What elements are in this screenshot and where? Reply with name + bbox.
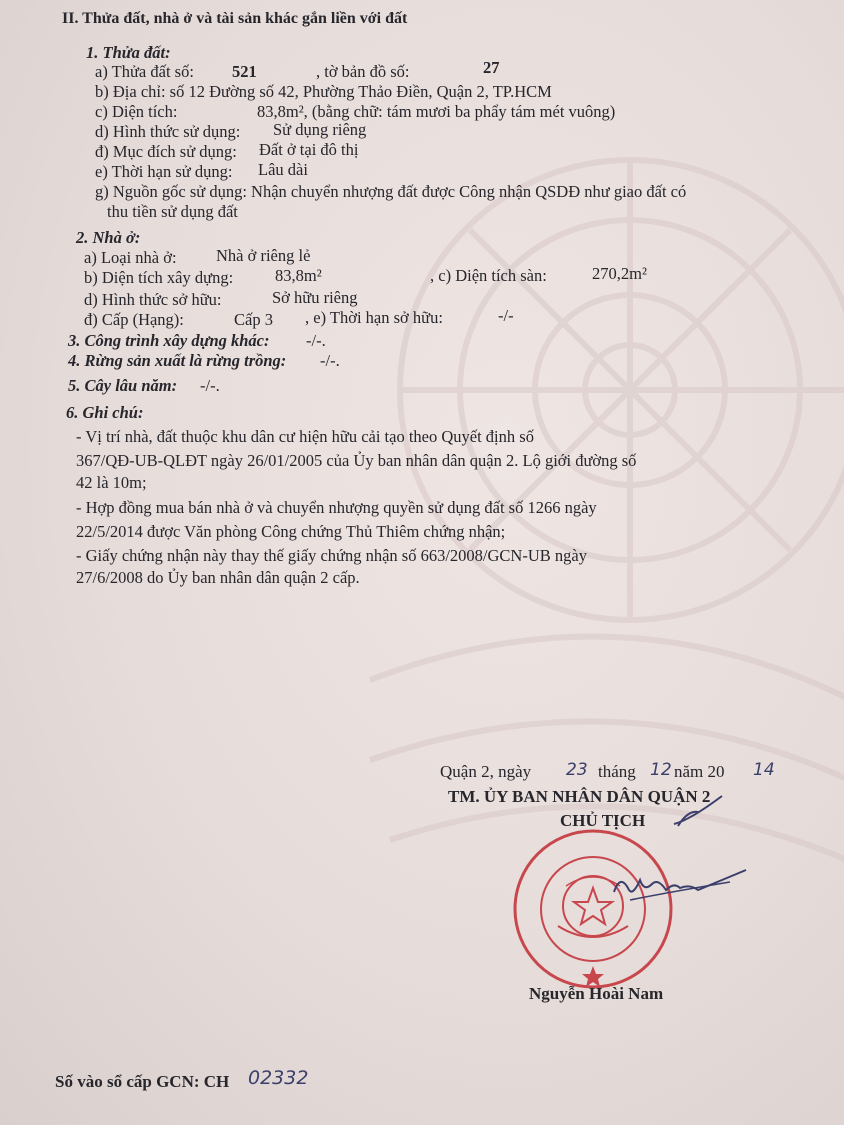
note-line: - Giấy chứng nhận này thay thế giấy chứng nhận số 663/2008/GCN-UB ngày [76, 546, 587, 565]
land-heading: 1. Thửa đất: [86, 43, 171, 62]
date-year-handwritten: 14 [753, 760, 775, 780]
note-line: - Hợp đồng mua bán nhà ở và chuyển nhượng quyền sử dụng đất số 1266 ngày [76, 498, 597, 517]
ownership-term-label: , e) Thời hạn sở hữu: [305, 308, 443, 327]
parcel-number: 521 [232, 62, 257, 81]
map-sheet-label: , tờ bản đồ số: [316, 62, 410, 81]
section-title: II. Thửa đất, nhà ở và tài sản khác gắn liền với đất [62, 10, 408, 27]
month-label: tháng [598, 762, 636, 781]
origin-line-2: thu tiền sử dụng đất [107, 202, 238, 221]
address: b) Địa chỉ: số 12 Đường số 42, Phường Thảo Điền, Quận 2, TP.HCM [95, 82, 552, 101]
house-type-value: Nhà ở riêng lẻ [216, 246, 311, 265]
map-sheet-number: 27 [483, 58, 500, 77]
term-value: Lâu dài [258, 160, 308, 179]
parcel-label: a) Thửa đất số: [95, 62, 194, 81]
year-label: năm 20 [674, 762, 725, 781]
ownership-term-value: -/- [498, 306, 514, 325]
ownership-value: Sở hữu riêng [272, 288, 358, 307]
floor-area-value: 270,2m² [592, 264, 647, 283]
place-date-prefix: Quận 2, ngày [440, 762, 532, 781]
date-day-handwritten: 23 [566, 760, 588, 780]
forest-label: 4. Rừng sản xuất là rừng trồng: [68, 351, 287, 370]
note-line: - Vị trí nhà, đất thuộc khu dân cư hiện hữu cải tạo theo Quyết định số [76, 427, 534, 446]
built-area-value: 83,8m² [275, 266, 322, 285]
pen-mark-icon [668, 790, 728, 830]
signer-name: Nguyễn Hoài Nam [529, 984, 664, 1003]
grade-value: Cấp 3 [234, 310, 273, 329]
ownership-label: d) Hình thức sở hữu: [84, 290, 222, 309]
perennial-value: -/-. [200, 376, 220, 395]
area-label: c) Diện tích: [95, 102, 178, 121]
use-form-label: d) Hình thức sử dụng: [95, 122, 241, 141]
perennial-label: 5. Cây lâu năm: [68, 376, 178, 395]
floor-area-label: , c) Diện tích sàn: [430, 266, 547, 285]
role-title: CHỦ TỊCH [560, 811, 646, 830]
purpose-value: Đất ở tại đô thị [259, 140, 359, 159]
note-line: 42 là 10m; [76, 473, 147, 492]
house-type-label: a) Loại nhà ở: [84, 248, 177, 267]
purpose-label: đ) Mục đích sử dụng: [95, 142, 237, 161]
date-month-handwritten: 12 [650, 760, 672, 780]
area-value: 83,8m², (bằng chữ: tám mươi ba phẩy tám mét vuông) [257, 102, 616, 121]
note-line: 27/6/2008 do Ủy ban nhân dân quận 2 cấp. [76, 568, 360, 587]
forest-value: -/-. [320, 351, 340, 370]
handwritten-signature-icon [610, 862, 750, 912]
use-form-value: Sử dụng riêng [273, 120, 367, 139]
other-construction-value: -/-. [306, 331, 326, 350]
registry-label: Số vào sổ cấp GCN: CH [55, 1072, 230, 1091]
authority-title: TM. ỦY BAN NHÂN DÂN QUẬN 2 [448, 787, 711, 806]
term-label: e) Thời hạn sử dụng: [95, 162, 233, 181]
origin-line-1: g) Nguồn gốc sử dụng: Nhận chuyển nhượng đất được Công nhận QSDĐ như giao đất có [95, 182, 687, 201]
other-construction-label: 3. Công trình xây dựng khác: [68, 331, 270, 350]
note-line: 367/QĐ-UB-QLĐT ngày 26/01/2005 của Ủy ban nhân dân quận 2. Lộ giới đường số [76, 451, 637, 470]
registry-number-handwritten: 02332 [248, 1067, 309, 1089]
built-area-label: b) Diện tích xây dựng: [84, 268, 234, 287]
grade-label: đ) Cấp (Hạng): [84, 310, 184, 329]
notes-heading: 6. Ghi chú: [66, 403, 144, 422]
note-line: 22/5/2014 được Văn phòng Công chứng Thủ Thiêm chứng nhận; [76, 522, 506, 541]
house-heading: 2. Nhà ở: [76, 228, 141, 247]
